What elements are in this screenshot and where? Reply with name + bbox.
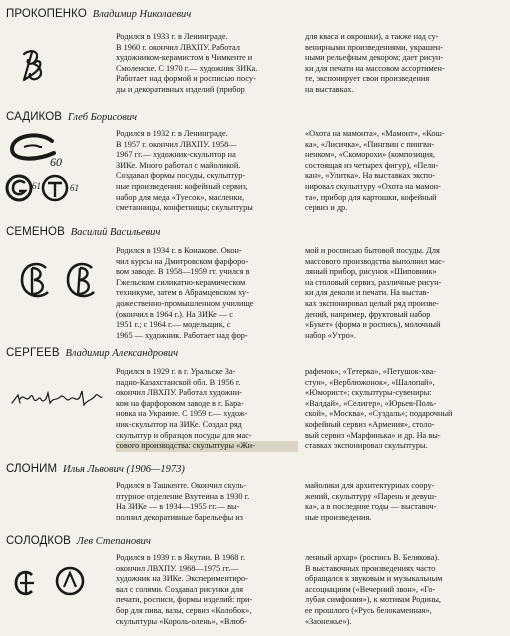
text-line: сметанницы, конфетницы; скульптуры	[116, 203, 253, 213]
makers-marks	[10, 385, 105, 415]
text-line: набор «Утро».	[305, 330, 356, 340]
text-line: кан», «Улитка». На выставках экспо-	[305, 171, 435, 181]
entry-solodkov	[0, 535, 510, 635]
text-line: падно-Казахстанской обл. В 1956 г.	[116, 377, 241, 387]
text-line: ные произведения.	[305, 512, 372, 522]
entry-given-name: Лев Степанович	[76, 536, 151, 547]
makers-marks	[10, 46, 105, 96]
text-line: вом заводе. В 1958—1959 гг. учился в	[116, 267, 250, 277]
entry-prokopenko	[0, 8, 510, 108]
text-line: вал с солями. Создавал рисунки для	[116, 584, 244, 594]
text-line: На ЗИКе — в 1934—1955 гг.— вы-	[116, 502, 240, 512]
text-line: массового производства выполнил мас-	[305, 256, 445, 266]
text-line: ненком», «Скоморохи» (композиция,	[305, 150, 435, 160]
entry-heading	[6, 535, 151, 548]
text-line: дений, например, фруктовый набор	[305, 309, 431, 319]
text-line: Родился в 1933 г. в Ленинграде.	[116, 32, 228, 41]
monogram-mark-icon	[10, 46, 70, 86]
text-line: бор для пива, вазы, сервиз «Колобок»,	[116, 605, 252, 615]
entry-given-name: Василий Васильевич	[70, 227, 161, 238]
monogram-cb-icon	[62, 260, 102, 304]
text-line: ассоциациям («Вечерний звон», «Го-	[305, 584, 436, 594]
text-line: ки для деколи и печати. На выстав-	[305, 288, 430, 298]
text-line: «Букет» (форма и роспись), молочный	[305, 320, 441, 330]
text-column-left	[116, 129, 298, 214]
text-line: состоящая из четырех фигур), «Пели-	[305, 160, 439, 170]
text-line: В выставочных произведениях часто	[305, 563, 436, 573]
text-line: печати, росписи, формы изделий: при-	[116, 595, 253, 605]
text-column-left	[116, 481, 298, 523]
mark-year-label: 60	[50, 155, 62, 169]
makers-marks	[10, 563, 105, 603]
text-line: Родился в 1934 г. в Конакове. Окон-	[116, 246, 242, 255]
text-column-right	[305, 553, 505, 627]
text-line: ставках экспонировал скульптуры.	[305, 441, 428, 451]
entry-surname: СЕРГЕЕВ	[6, 347, 60, 359]
text-line: (окончил в 1964 г.). На ЗИКе — с	[116, 309, 233, 319]
text-line: скульптур и образцов посуды для мас-	[116, 430, 252, 440]
text-column-left	[116, 32, 298, 96]
entry-surname: САДИКОВ	[6, 111, 63, 123]
text-line: кофейный сервиз «Армения», столо-	[305, 419, 435, 429]
text-line: ленный архар» (роспись В. Белякова).	[305, 553, 440, 562]
text-line: ее прошлого («Русь белокаменная»,	[305, 605, 432, 615]
entry-slonim	[0, 463, 510, 533]
text-line: рафенок», «Тетерка», «Петушок-хва-	[305, 367, 436, 376]
entry-surname: СОЛОДКОВ	[6, 535, 71, 547]
text-line: Создавал формы посуды, скульптур-	[116, 171, 246, 181]
entry-sergeev	[0, 347, 510, 451]
text-column-left	[116, 246, 298, 341]
text-line: Родился в Ташкенте. Окончил скуль-	[116, 481, 247, 490]
text-line: лубая симфония»), к мотивам Родины,	[305, 595, 441, 605]
text-line: для кваса и окрошки), а также над су-	[305, 32, 439, 41]
text-column-right	[305, 32, 505, 96]
text-line: сервиз и др.	[305, 203, 348, 213]
text-line: дожественно-промышленном училище	[116, 298, 254, 308]
text-line: ляный прибор, рисунок «Шиповник»	[305, 267, 437, 277]
entry-sadikov	[0, 111, 510, 223]
text-line: ках экспонировал целый ряд произве-	[305, 298, 439, 308]
text-line: Смоленске. С 1970 г.— художник ЗИКа.	[116, 63, 258, 73]
text-line: «Юморист»; скульптуры-сувениры:	[305, 388, 432, 398]
text-line: сового производства: скульптуры «Жи-	[116, 441, 298, 452]
text-line: ка», «Лисичка», «Пингвин с пингви-	[305, 139, 435, 149]
text-line: обращался к звуковым и музыкальным	[305, 574, 443, 584]
text-line: Гжельском силикатно-керамическом	[116, 277, 246, 287]
entry-heading	[6, 226, 160, 239]
text-line: В 1957 г. окончил ЛВХПУ. 1958—	[116, 139, 237, 149]
text-line: Работает над формой и росписью посу-	[116, 74, 256, 84]
makers-marks	[10, 260, 105, 320]
entry-given-name: Владимир Александрович	[65, 348, 179, 359]
text-column-right	[305, 367, 505, 452]
text-line: ник-скульптор на ЗИКе. Создал ряд	[116, 419, 242, 429]
entry-given-name: Владимир Николаевич	[92, 9, 192, 20]
text-line: «Заонежье»).	[305, 616, 352, 626]
text-line: ка», а в последние годы — выставоч-	[305, 502, 437, 512]
text-line: на столовый сервиз, различные рисун-	[305, 277, 442, 287]
text-column-left	[116, 553, 298, 627]
monogram-circle-l-icon	[54, 565, 86, 597]
text-line: «Валдай», «Селигер», «Юрьев-Поль-	[305, 398, 437, 408]
text-line: стун», «Верблюжонок», «Шалопай»,	[305, 377, 435, 387]
entry-surname: СЕМЕНОВ	[6, 226, 65, 238]
text-line: чил курсы на Дмитровском фарфоро-	[116, 256, 249, 266]
text-column-right	[305, 129, 505, 214]
entry-given-name: Глеб Борисович	[67, 112, 138, 123]
text-line: художник на ЗИКе. Экспериментиро-	[116, 574, 248, 584]
monogram-cl-icon	[10, 567, 42, 599]
text-line: художником-керамистом в Чимкенте и	[116, 53, 253, 63]
text-line: майолики для архитектурных соору-	[305, 481, 435, 490]
text-line: жений, скульптуру «Парень и девуш-	[305, 491, 437, 501]
entry-heading	[6, 8, 191, 21]
entry-heading	[6, 111, 137, 124]
text-line: Родился в 1932 г. в Ленинграде.	[116, 129, 228, 138]
text-line: Родился в 1939 г. в Якутии. В 1968 г.	[116, 553, 246, 562]
monogram-cb-icon	[16, 260, 56, 304]
text-line: ки для печати на массовом ассортимен-	[305, 63, 445, 73]
text-line: скульптуры «Король-олень», «Влюб-	[116, 616, 247, 626]
text-line: ды и декоративных изделий (прибор	[116, 84, 245, 94]
text-line: Родился в 1929 г. в г. Уральске За-	[116, 367, 236, 376]
text-column-right	[305, 481, 505, 523]
text-line: В 1960 г. окончил ЛВХПУ. Работал	[116, 42, 240, 52]
text-line: новка на Украине. С 1959 г.— худож-	[116, 409, 248, 419]
entry-heading	[6, 463, 185, 476]
mark-year-label: 61	[70, 183, 79, 193]
text-line: те, экспонирует свои произведения	[305, 74, 430, 84]
text-line: ской», «Москва», «Суздаль»; подарочный	[305, 409, 453, 419]
text-line: 1951 г.; с 1964 г.— модельщик, с	[116, 320, 231, 330]
text-line: полнил декоративные барельефы из	[116, 512, 243, 522]
text-line: на выставках.	[305, 84, 354, 94]
text-line: 1967 гг.— художник-скульптор на	[116, 150, 236, 160]
entry-given-name: Илья Львович (1906—1973)	[63, 464, 185, 475]
text-line: нировал скульптуру «Охота на мамон-	[305, 181, 441, 191]
text-line: окончил ЛВХПУ. Работал художни-	[116, 388, 243, 398]
text-column-right	[305, 246, 505, 341]
text-line: ные произведения: кофейный сервиз,	[116, 181, 248, 191]
text-line: набор для меда «Туесок», масленки,	[116, 192, 245, 202]
text-line: ными рельефным декором; дает рисун-	[305, 53, 444, 63]
entry-semenov	[0, 226, 510, 341]
text-line: птурное отделение Вхутеина в 1930 г.	[116, 491, 250, 501]
text-line: вый сервиз «Марфинька» и др. На вы-	[305, 430, 441, 440]
entry-surname: ПРОКОПЕНКО	[6, 8, 87, 20]
text-column-left	[116, 367, 298, 452]
mark-year-label: 61	[32, 181, 41, 191]
text-line: та», прибор для картошки, кофейный	[305, 192, 437, 202]
text-line: окончил ЛВХПУ. 1968—1975 гг.—	[116, 563, 239, 573]
mark-circle-t-icon	[40, 173, 70, 203]
text-line: венирными произведениями, украшен-	[305, 42, 443, 52]
text-line: «Охота на мамонта», «Мамонт», «Кош-	[305, 129, 445, 138]
entry-surname: СЛОНИМ	[6, 463, 58, 475]
entry-heading	[6, 347, 178, 360]
mark-circle-g-icon	[4, 173, 34, 203]
makers-marks	[10, 133, 105, 211]
text-line: мой и росписью бытовой посуды. Для	[305, 246, 440, 255]
signature-mark-icon	[10, 385, 105, 413]
text-line: 1965 — художник. Работает над фор-	[116, 330, 248, 340]
text-line: ЗИКе. Много работал с майоликой.	[116, 160, 241, 170]
text-line: ком на фарфоровом заводе в г. Бара-	[116, 398, 244, 408]
text-line: техникуме, затем в Абрамцевском ху-	[116, 288, 249, 298]
